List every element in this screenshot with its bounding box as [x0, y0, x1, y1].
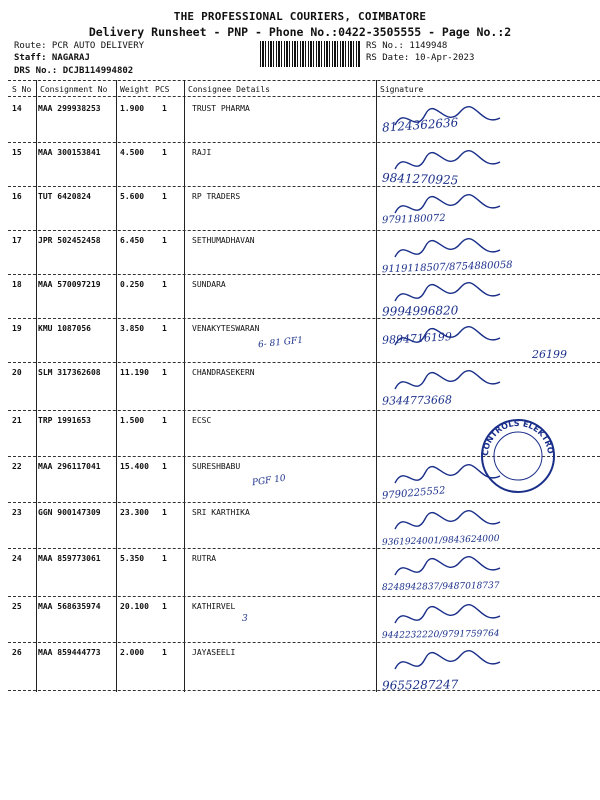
- row-consignment: TRP 1991653: [38, 416, 91, 425]
- row-consignment: MAA 299938253: [38, 104, 101, 113]
- row-separator: [8, 362, 600, 363]
- row-weight: 11.190: [120, 368, 149, 377]
- rs-number: RS No.: 1149948: [366, 41, 448, 51]
- col-sno: S No: [12, 85, 32, 94]
- row-sno: 18: [12, 280, 22, 289]
- row-weight: 1.900: [120, 104, 145, 113]
- row-signature-phone: 9655287247: [381, 677, 459, 693]
- stamp-text: CONTROLS ELEKTRO: [480, 418, 556, 457]
- row-consignee: TRUST PHARMA: [192, 104, 250, 113]
- row-weight: 4.500: [120, 148, 145, 157]
- row-signature-phone: 9119118507/8754880058: [381, 259, 513, 276]
- row-sno: 26: [12, 648, 22, 657]
- row-separator: [8, 642, 600, 643]
- barcode: [260, 41, 360, 67]
- row-weight: 3.850: [120, 324, 145, 333]
- col-consignee: Consignee Details: [188, 85, 270, 94]
- row-separator: [8, 548, 600, 549]
- divider-consignment: [116, 80, 117, 692]
- row-signature-phone: 9442232220/9791759764: [381, 628, 500, 642]
- row-consignee: CHANDRASEKERN: [192, 368, 255, 377]
- row-signature-phone: 9791180072: [381, 212, 446, 227]
- row-consignee: SETHUMADHAVAN: [192, 236, 255, 245]
- drs-label: DRS No.: DCJB114994802: [14, 66, 134, 76]
- row-pcs: 1: [162, 148, 167, 157]
- row-sno: 14: [12, 104, 22, 113]
- col-consignment: Consignment No: [40, 85, 108, 94]
- row-consignee: SRI KARTHIKA: [192, 508, 250, 517]
- row-pcs: 1: [162, 236, 167, 245]
- note-extra19: 26199: [532, 348, 567, 361]
- row-separator: [8, 142, 600, 143]
- company-title: THE PROFESSIONAL COURIERS, COIMBATORE: [173, 10, 427, 23]
- row-separator: [8, 690, 600, 691]
- row-separator: [8, 596, 600, 597]
- row-sno: 15: [12, 148, 22, 157]
- row-consignment: MAA 570097219: [38, 280, 101, 289]
- row-sno: 24: [12, 554, 22, 563]
- row-consignee: RP TRADERS: [192, 192, 241, 201]
- header-bottom-rule: [8, 96, 600, 97]
- row-separator: [8, 410, 600, 411]
- row-pcs: 1: [162, 554, 167, 563]
- row-pcs: 1: [162, 508, 167, 517]
- row-consignee: RAJI: [192, 148, 212, 157]
- row-signature-phone: 9344773668: [381, 393, 453, 408]
- row-separator: [8, 318, 600, 319]
- row-consignment: MAA 859773061: [38, 554, 101, 563]
- row-separator: [8, 502, 600, 503]
- row-consignee: SURESHBABU: [192, 462, 241, 471]
- note-venk: 6- 81 GF1: [257, 335, 304, 351]
- row-pcs: 1: [162, 104, 167, 113]
- row-weight: 5.600: [120, 192, 145, 201]
- note-kathir: 3: [242, 614, 248, 624]
- row-sno: 25: [12, 602, 22, 611]
- row-separator: [8, 274, 600, 275]
- row-signature-phone: 8248942837/9487018737: [381, 580, 500, 594]
- divider-pcs: [184, 80, 185, 692]
- row-sno: 17: [12, 236, 22, 245]
- row-sno: 16: [12, 192, 22, 201]
- row-sno: 21: [12, 416, 22, 425]
- row-signature-phone: 9841270925: [381, 170, 459, 188]
- row-pcs: 1: [162, 462, 167, 471]
- row-sno: 23: [12, 508, 22, 517]
- row-weight: 1.500: [120, 416, 145, 425]
- row-consignment: TUT 6420824: [38, 192, 91, 201]
- row-consignment: GGN 900147309: [38, 508, 101, 517]
- row-consignment: MAA 296117041: [38, 462, 101, 471]
- row-consignment: SLM 317362608: [38, 368, 101, 377]
- row-pcs: 1: [162, 324, 167, 333]
- row-consignment: MAA 300153841: [38, 148, 101, 157]
- runsheet-subtitle: Delivery Runsheet - PNP - Phone No.:0422-3505555 - Page No.:2: [88, 25, 512, 39]
- row-separator: [8, 186, 600, 187]
- row-consignment: MAA 568635974: [38, 602, 101, 611]
- row-consignment: KMU 1087056: [38, 324, 91, 333]
- row-pcs: 1: [162, 602, 167, 611]
- row-pcs: 1: [162, 192, 167, 201]
- row-weight: 20.100: [120, 602, 149, 611]
- row-separator: [8, 230, 600, 231]
- row-weight: 23.300: [120, 508, 149, 517]
- row-weight: 0.250: [120, 280, 145, 289]
- row-sno: 22: [12, 462, 22, 471]
- row-pcs: 1: [162, 280, 167, 289]
- divider-consignee: [376, 80, 377, 692]
- row-pcs: 1: [162, 368, 167, 377]
- note-suresh: PGF 10: [251, 473, 287, 489]
- row-consignment: JPR 502452458: [38, 236, 101, 245]
- row-consignee: VENAKYTESWARAN: [192, 324, 260, 333]
- svg-text:CONTROLS ELEKTRO: [481, 419, 555, 456]
- row-weight: 2.000: [120, 648, 145, 657]
- row-signature-phone: 9994996820: [381, 303, 459, 319]
- route-label: Route: PCR AUTO DELIVERY: [14, 41, 145, 51]
- row-signature-phone: 8124362636: [381, 115, 459, 135]
- col-weight: Weight: [120, 85, 149, 94]
- row-weight: 5.350: [120, 554, 145, 563]
- row-pcs: 1: [162, 648, 167, 657]
- staff-label: Staff: NAGARAJ: [14, 53, 90, 63]
- row-sno: 20: [12, 368, 22, 377]
- row-consignee: SUNDARA: [192, 280, 226, 289]
- row-signature-phone: 9361924001/9843624000: [381, 533, 500, 549]
- row-pcs: 1: [162, 416, 167, 425]
- divider-sno: [36, 80, 37, 692]
- rs-date: RS Date: 10-Apr-2023: [366, 53, 475, 63]
- col-pcs: PCS: [155, 85, 170, 94]
- row-sno: 19: [12, 324, 22, 333]
- row-consignee: RUTRA: [192, 554, 217, 563]
- row-signature-phone: 9790225552: [381, 485, 446, 502]
- header-top-rule: [8, 80, 600, 81]
- row-consignment: MAA 859444773: [38, 648, 101, 657]
- company-stamp: [478, 416, 558, 496]
- row-weight: 15.400: [120, 462, 149, 471]
- row-weight: 6.450: [120, 236, 145, 245]
- row-consignee: JAYASEELI: [192, 648, 236, 657]
- row-signature-phone: 9894716199: [381, 330, 453, 347]
- row-consignee: KATHIRVEL: [192, 602, 236, 611]
- col-signature: Signature: [380, 85, 424, 94]
- row-consignee: ECSC: [192, 416, 212, 425]
